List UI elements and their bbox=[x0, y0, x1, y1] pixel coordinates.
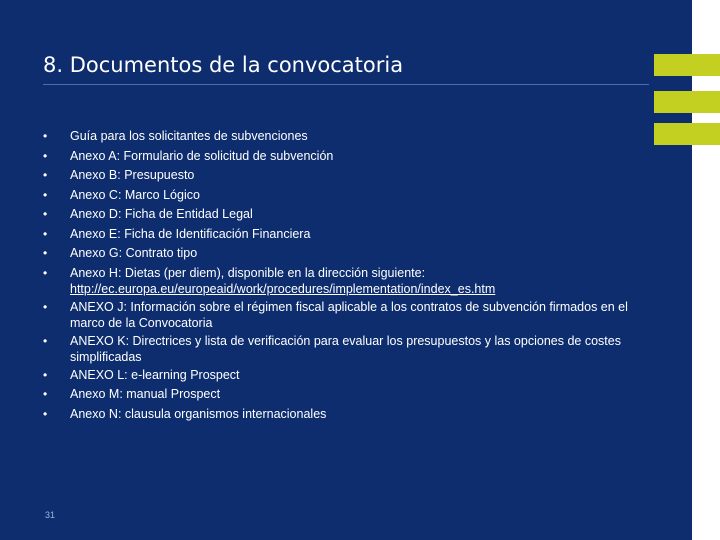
list-item-text: Anexo B: Presupuesto bbox=[70, 168, 195, 182]
accent-bar-top bbox=[654, 54, 720, 76]
list-item bbox=[43, 406, 643, 424]
per-diem-link[interactable]: http://ec.europa.eu/europeaid/work/procedures/implementation/index_es.htm bbox=[70, 281, 496, 296]
list-item bbox=[43, 245, 643, 263]
list-item-text: Anexo E: Ficha de Identificación Financiera bbox=[70, 226, 311, 241]
right-margin bbox=[692, 0, 720, 540]
bullet-icon: • bbox=[43, 387, 48, 401]
bullet-icon: • bbox=[43, 207, 48, 221]
bullet-icon: • bbox=[43, 187, 48, 202]
bullet-icon: • bbox=[43, 299, 48, 314]
page-number: 31 bbox=[45, 510, 56, 520]
list-item bbox=[43, 265, 643, 297]
list-item-text: ANEXO L: e-learning Prospect bbox=[70, 367, 240, 382]
accent-bar-middle bbox=[654, 91, 720, 113]
list-item-text: Anexo C: Marco Lógico bbox=[70, 187, 200, 202]
list-item-text: ANEXO K: Directrices y lista de verificación para evaluar los presupuestos y las opciones de costes simplificadas bbox=[70, 333, 621, 364]
bullet-icon: • bbox=[43, 168, 48, 182]
list-item bbox=[43, 299, 643, 331]
bullet-icon: • bbox=[43, 333, 48, 348]
list-item-text: Anexo A: Formulario de solicitud de subvención bbox=[70, 148, 334, 163]
list-item bbox=[43, 167, 643, 185]
list-item bbox=[43, 333, 643, 365]
title-divider bbox=[43, 84, 649, 85]
list-item-text: Anexo H: Dietas (per diem), disponible en la dirección siguiente: bbox=[70, 265, 426, 280]
list-item bbox=[43, 148, 643, 166]
bullet-icon: • bbox=[43, 246, 48, 260]
bullet-icon: • bbox=[43, 226, 48, 241]
list-item-text: ANEXO J: Información sobre el régimen fiscal aplicable a los contratos de subvención firmados en el marco de la Convocatoria bbox=[70, 299, 628, 330]
bullet-icon: • bbox=[43, 265, 48, 280]
list-item bbox=[43, 206, 643, 224]
bullet-icon: • bbox=[43, 367, 48, 382]
list-item-text: Guía para los solicitantes de subvenciones bbox=[70, 129, 308, 143]
slide-title: 8. Documentos de la convocatoria bbox=[43, 53, 404, 77]
accent-bar-bottom bbox=[654, 123, 720, 145]
list-item bbox=[43, 128, 643, 146]
list-item-text: Anexo G: Contrato tipo bbox=[70, 246, 198, 260]
list-item bbox=[43, 226, 643, 244]
list-item-text: Anexo M: manual Prospect bbox=[70, 387, 221, 401]
document-list bbox=[43, 128, 643, 425]
bullet-icon: • bbox=[43, 406, 48, 421]
list-item bbox=[43, 187, 643, 205]
list-item-text: Anexo D: Ficha de Entidad Legal bbox=[70, 207, 253, 221]
bullet-icon: • bbox=[43, 129, 48, 143]
list-item bbox=[43, 386, 643, 404]
list-item bbox=[43, 367, 643, 385]
bullet-icon: • bbox=[43, 148, 48, 163]
list-item-text: Anexo N: clausula organismos internacionales bbox=[70, 406, 327, 421]
